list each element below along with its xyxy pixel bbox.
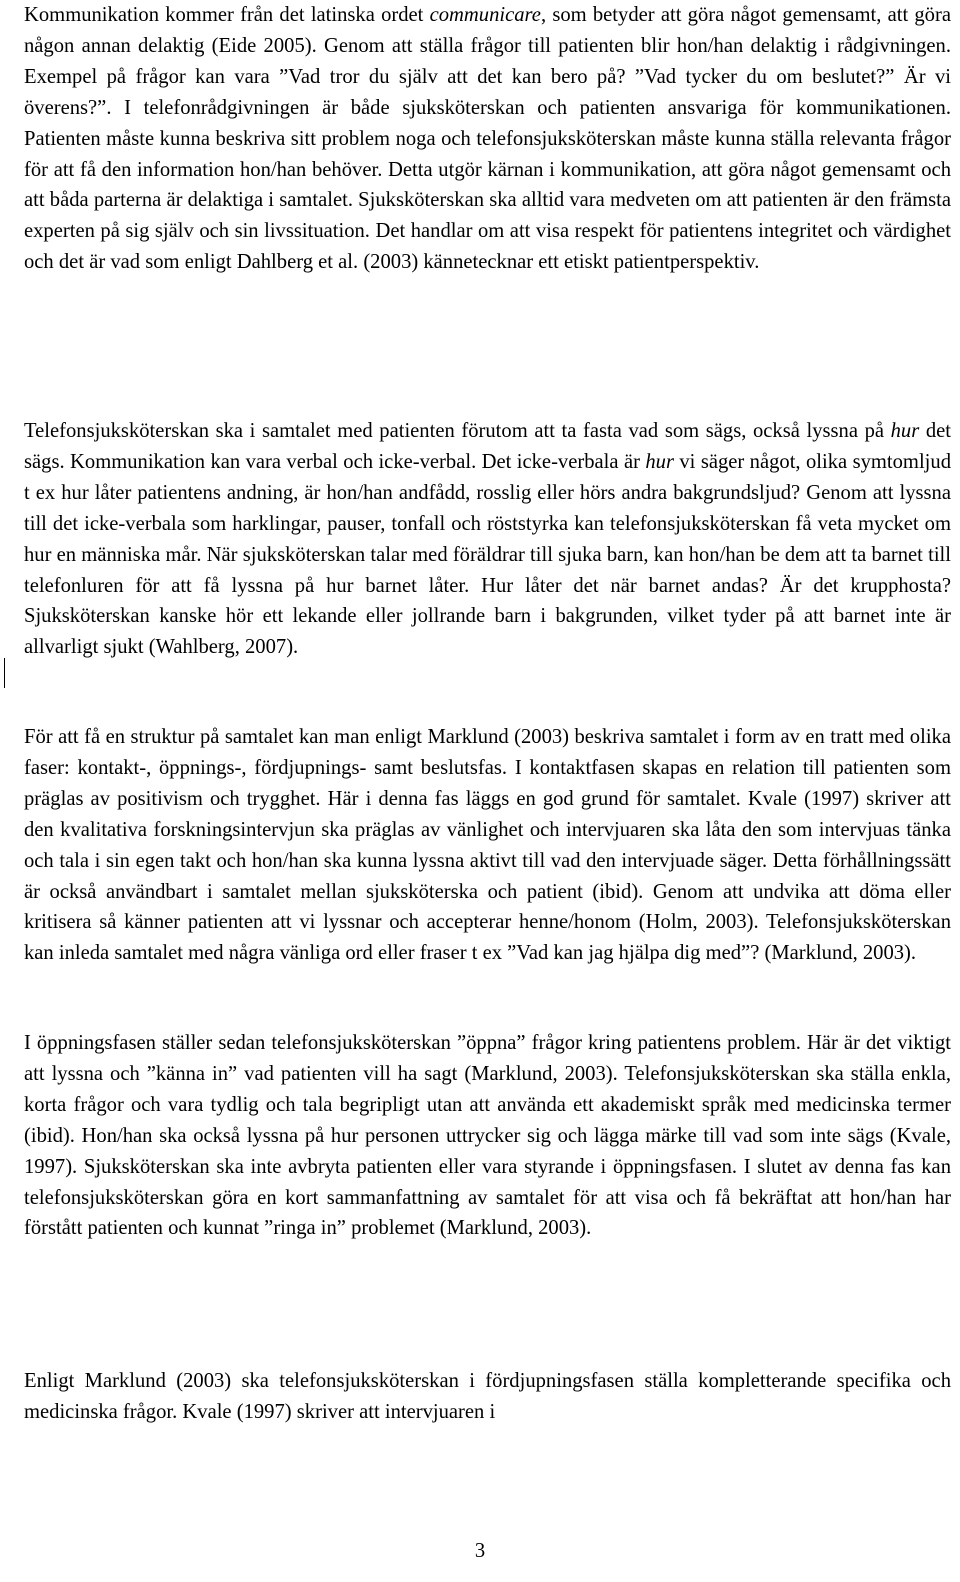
italic-text-run: hur bbox=[890, 420, 920, 442]
page-number: 3 bbox=[474, 1540, 486, 1562]
text-run: Telefonsjuksköterskan ska i samtalet med patienten förutom att ta fasta vad som sägs, också lyssna på bbox=[24, 420, 891, 442]
text-run: , som betyder att göra något gemensamt, att göra någon annan delaktig (Eide 2005). Genom att ställa frågor till patienten blir hon/han delaktig i rådgivningen. Exempel på frågor kan vara ”Vad tror du själv att det kan bero på? ”Vad tycker du om beslutet?” Är vi överens?”. I telefonrådgivningen är både sjuksköterskan och patienten ansvariga för kommunikationen. Patienten måste kunna beskriva sitt problem noga och telefonsjuksköterskan måste kunna ställa relevanta frågor för att få den information hon/han behöver. Detta utgör kärnan i kommunikation, att göra något gemensamt och att båda parterna är delaktiga i samtalet. Sjuksköterskan ska alltid vara medveten om att patienten är den främsta experten på sig själv och sin livssituation. Det handlar om att visa respekt för patientens integritet och värdighet och det är vad som enligt Dahlberg et al. (2003) kännetecknar ett etiskt patientperspektiv. bbox=[24, 4, 951, 274]
text-run: vi säger något, olika symtomljud t ex hur låter patientens andning, är hon/han andfådd, rosslig eller hörs andra bakgrundsljud? Genom att lyssna till det icke-verbala som harklingar, pauser, tonfall och röststyrka kan telefonsjuksköterskan få veta mycket om hur en människa mår. När sjuksköterskan talar med föräldrar till sjuka barn, kan hon/han be dem att ta barnet till telefonluren för att få lyssna på hur barnet låter. Hur låter det när barnet andas? Är det krupphosta? Sjuksköterskan kanske hör ett lekande eller jollrande barn i bakgrunden, vilket tyder på att barnet inte är allvarligt sjukt (Wahlberg, 2007). bbox=[24, 450, 951, 659]
italic-text-run: communicare bbox=[429, 4, 541, 26]
paragraph-communication bbox=[24, 0, 951, 278]
italic-text-run: hur bbox=[645, 450, 674, 473]
paragraph-verbal-nonverbal bbox=[24, 416, 951, 663]
paragraph-conversation-structure bbox=[24, 722, 951, 969]
text-run: I öppningsfasen ställer sedan telefonsjuksköterskan ”öppna” frågor kring patientens problem. Här är det viktigt att lyssna och ”känna in” vad patienten vill ha sagt (Marklund, 2003). Telefonsjuksköterskan ska ställa enkla, korta frågor och vara tydlig och tala begripligt utan att använda ett akademiskt språk med medicinska termer (ibid). Hon/han ska också lyssna på hur personen uttrycker sig och lägga märke till vad som inte sägs (Kvale, 1997). Sjuksköterskan ska inte avbryta patienten eller vara styrande i öppningsfasen. I slutet av denna fas kan telefonsjuksköterskan göra en kort sammanfattning av samtalet för att visa och få bekräftat att hon/han har förstått patienten och kunnat ”ringa in” problemet (Marklund, 2003). bbox=[24, 1032, 951, 1240]
text-run: det sägs. Kommunikation kan vara verbal och icke-verbal. Det icke-verbala är bbox=[24, 420, 952, 473]
paragraph-opening-phase bbox=[24, 1028, 951, 1244]
text-run: Kommunikation kommer från det latinska ordet bbox=[24, 4, 430, 26]
revision-change-bar bbox=[4, 658, 5, 688]
text-run: För att få en struktur på samtalet kan man enligt Marklund (2003) beskriva samtalet i form av en tratt med olika faser: kontakt-, öppnings-, fördjupnings- samt beslutsfas. I kontaktfasen skapas en relation till patienten som präglas av positivism och trygghet. Här i denna fas läggs en god grund för samtalet. Kvale (1997) skriver att den kvalitativa forskningsintervjun ska präglas av vänlighet och intervjuaren ska låta den som intervjuas tänka och tala i sin egen takt och hon/han ska kunna lyssna aktivt till vad den intervjuade säger. Detta förhållningssätt är också användbart i samtalet mellan sjuksköterska och patient (ibid). Genom att undvika att döma eller kritisera så känner patienten att vi lyssnar och accepterar henne/honom (Holm, 2003). Telefonsjuksköterskan kan inleda samtalet med några vänliga ord eller fraser t ex ”Vad kan jag hjälpa dig med”? (Marklund, 2003). bbox=[24, 726, 951, 965]
text-run: Enligt Marklund (2003) ska telefonsjuksköterskan i fördjupningsfasen ställa kompletterande specifika och medicinska frågor. Kvale (1997) skriver att intervjuaren i bbox=[24, 1370, 951, 1423]
paragraph-deepening-phase bbox=[24, 1366, 951, 1428]
